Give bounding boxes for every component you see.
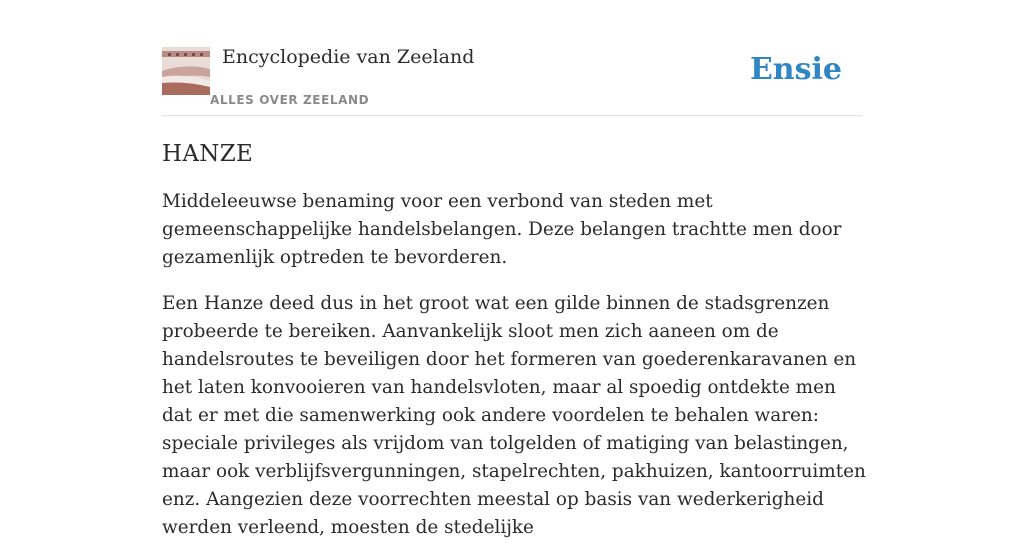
ensie-logo-link[interactable]: Ensie xyxy=(749,52,842,87)
site-tagline: ALLES OVER ZEELAND xyxy=(210,93,370,107)
article xyxy=(162,138,866,560)
article-title: HANZE xyxy=(162,141,254,167)
site-header xyxy=(162,40,862,116)
avatar-illustration xyxy=(162,47,210,95)
article-paragraph: Een Hanze deed dus in het groot wat een gilde binnen de stadsgrenzen probeerde te bereiken. Aanvankelijk sloot men zich aaneen om de handelsroutes te beveiligen door het formeren van goederenkaravanen en het laten konvooieren van handelsvloten, maar al spoedig ontdekte men dat er met die samenwerking ook andere voordelen te behalen waren: speciale privileges als vrijdom van tolgelden of matiging van belastingen, maar ook verblijfsvergunningen, stapelrechten, pakhuizen, kantoorruimten enz. Aangezien deze voorrechten meestal op basis van wederkerigheid werden verleend, moesten de stedelijke xyxy=(162,293,866,538)
article-paragraph: Middeleeuwse benaming voor een verbond van steden met gemeenschappelijke handelsbelangen. Deze belangen trachtte men door gezamenlijk optreden te bevorderen. xyxy=(162,191,842,268)
site-name-link[interactable]: Encyclopedie van Zeeland xyxy=(222,46,475,68)
site-avatar-image[interactable] xyxy=(162,47,210,95)
